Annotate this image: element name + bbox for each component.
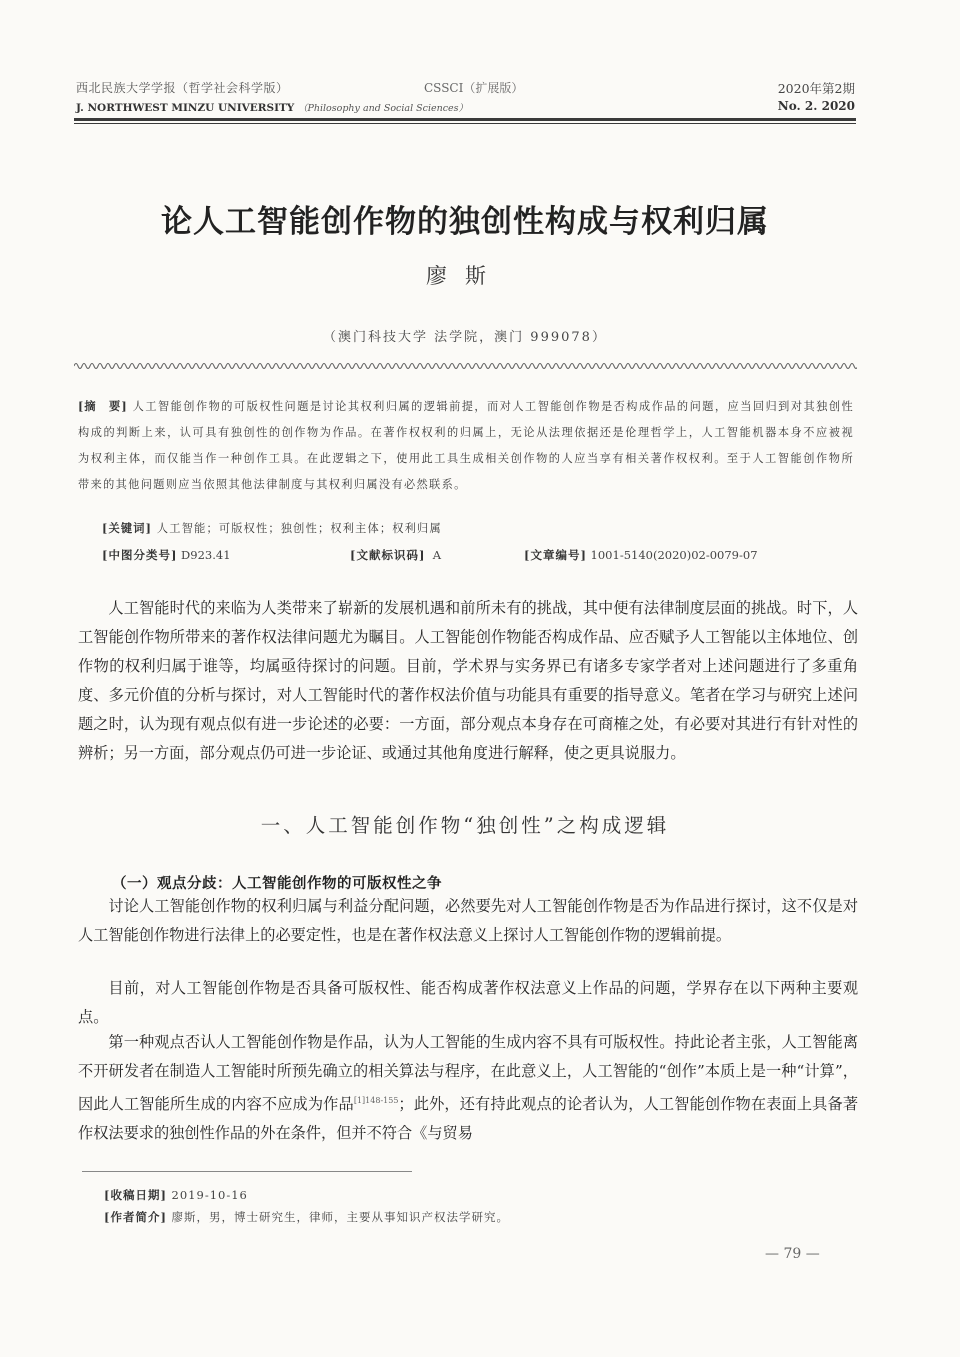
header-rule-thin xyxy=(74,123,856,124)
author-affiliation: （澳门科技大学 法学院，澳门 999078） xyxy=(323,330,607,345)
keywords-text: 人工智能；可版权性；独创性；权利主体；权利归属 xyxy=(156,522,442,535)
doc-code-line xyxy=(350,547,441,563)
intro-paragraph: 人工智能时代的来临为人类带来了崭新的发展机遇和前所未有的挑战，其中便有法律制度层面的挑战。时下，人工智能创作物所带来的著作权法律问题尤为瞩目。人工智能创作物能否构成作品、应否赋予人工智能以主体地位、创作物的权利归属于谁等，均属亟待探讨的问题。目前，学术界与实务界已有诸多专家学者对上述问题进行了多重角度、多元价值的分析与探讨，对人工智能时代的著作权法价值与功能具有重要的指导意义。笔者在学习与研究上述问题之时，认为现有观点似有进一步论述的必要：一方面，部分观点本身存在可商榷之处，有必要对其进行有针对性的辨析；另一方面，部分观点仍可进一步论证、或通过其他角度进行解释，使之更具说服力。 xyxy=(78,599,858,762)
received-date: 2019-10-16 xyxy=(171,1188,248,1202)
abstract-text: 人工智能创作物的可版权性问题是讨论其权利归属的逻辑前提，而对人工智能创作物是否构成作品的问题，应当回归到对其独创性构成的判断上来，认可具有独创性的创作物为作品。在著作权权利的归属上，无论从法理依据还是伦理哲学上，人工智能机器本身不应被视为权利主体，而仅能当作一种创作工具。在此逻辑之下，使用此工具生成相关创作物的人应当享有相关著作权权利。至于人工智能创作物所带来的其他问题则应当依照其他法律制度与其权利归属没有必然联系。 xyxy=(78,400,855,491)
footnote-rule xyxy=(82,1171,412,1172)
body-paragraph-3-part-b: ；此外，还有持此观点的论者认为，人工智能创作物在表面上具备著作权法要求的独创性作品的外在条件，但并不符合《与贸易 xyxy=(78,1095,859,1143)
author-bio-line xyxy=(104,1209,509,1225)
page-number: — 79 — xyxy=(765,1246,820,1262)
article-no-value: 1001-5140(2020)02-0079-07 xyxy=(590,548,758,562)
doc-code-label: [文献标识码] xyxy=(350,548,426,562)
author-bio-label: [作者简介] xyxy=(104,1210,167,1224)
keywords-line xyxy=(102,520,442,536)
subsection-heading: （一）观点分歧：人工智能创作物的可版权性之争 xyxy=(112,875,442,892)
received-label: [收稿日期] xyxy=(104,1188,167,1202)
abstract-block xyxy=(78,393,854,498)
body-paragraph-2: 目前，对人工智能创作物是否具备可版权性、能否构成著作权法意义上作品的问题，学界存在以下两种主要观点。 xyxy=(78,979,858,1026)
journal-name-cn: 西北民族大学学报（哲学社会科学版） xyxy=(76,81,289,95)
issue-en: No. 2. 2020 xyxy=(777,99,855,113)
body-paragraph-3-part-a: 第一种观点否认人工智能创作物是作品，认为人工智能的生成内容不具有可版权性。持此论者主张，人工智能离不开研发者在制造人工智能时所预先确立的相关算法与程序，在此意义上，人工智能的“创作”本质上是一种“计算”，因此人工智能所生成的内容不应成为作品 xyxy=(78,1033,858,1114)
clc-label: [中图分类号] xyxy=(102,548,178,562)
clc-value: D923.41 xyxy=(181,548,231,562)
wavy-divider xyxy=(74,360,857,372)
abstract-label: [摘 要] xyxy=(78,399,128,413)
keywords-label: [关键词] xyxy=(102,521,153,535)
article-no-line xyxy=(524,547,758,563)
article-no-label: [文章编号] xyxy=(524,548,587,562)
journal-name-en-main: J. NORTHWEST MINZU UNIVERSITY xyxy=(76,102,295,114)
citation-ref: [1]148-155 xyxy=(353,1096,399,1105)
author-bio: 廖斯，男，博士研究生，律师，主要从事知识产权法学研究。 xyxy=(171,1210,510,1224)
issue-cn: 2020年第2期 xyxy=(777,81,855,96)
body-paragraph-1: 讨论人工智能创作物的权利归属与利益分配问题，必然要先对人工智能创作物是否为作品进行探讨，这不仅是对人工智能创作物进行法律上的必要定性，也是在著作权法意义上探讨人工智能创作物的逻辑前提。 xyxy=(78,897,858,944)
header-rule-thick xyxy=(74,118,856,121)
doc-code-value: A xyxy=(432,548,442,562)
index-badge: CSSCI（扩展版） xyxy=(424,81,524,95)
article-author: 廖斯 xyxy=(426,264,504,288)
journal-name-en xyxy=(76,100,468,114)
journal-name-en-sub: （Philosophy and Social Sciences） xyxy=(297,103,469,114)
section-heading: 一、人工智能创作物“独创性”之构成逻辑 xyxy=(260,814,670,837)
clc-line xyxy=(102,547,231,563)
received-date-line xyxy=(104,1187,248,1203)
body-paragraph-3 xyxy=(78,1028,858,1148)
article-title: 论人工智能创作物的独创性构成与权利归属 xyxy=(161,204,769,240)
